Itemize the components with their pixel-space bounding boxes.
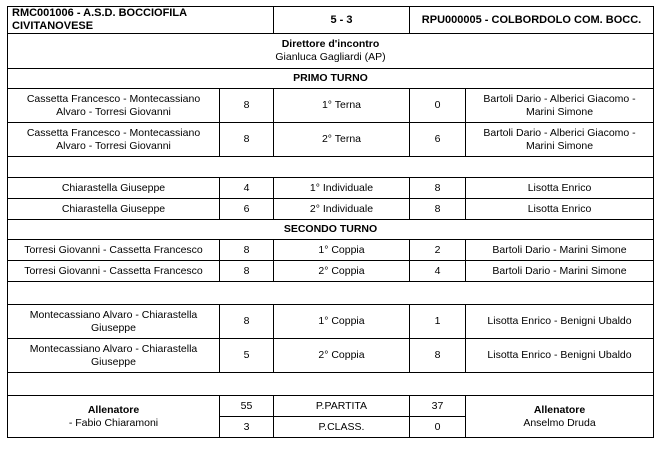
home-score: 6 <box>220 199 274 220</box>
away-score: 1 <box>410 305 466 339</box>
home-score: 5 <box>220 339 274 373</box>
game-type: 1° Individuale <box>274 178 410 199</box>
away-coach-label: Allenatore <box>533 403 586 416</box>
away-coach-name: Anselmo Druda <box>523 416 596 429</box>
away-score: 6 <box>410 123 466 157</box>
match-report-table <box>7 6 654 438</box>
home-players: Cassetta Francesco - Montecassiano Alvaro - Torresi Giovanni <box>8 123 220 157</box>
home-score: 8 <box>220 240 274 261</box>
spacer-row <box>8 282 654 305</box>
away-players: Bartoli Dario - Alberici Giacomo - Marini Simone <box>466 89 654 123</box>
director-name: Gianluca Gagliardi (AP) <box>275 51 386 63</box>
game-type: 1° Coppia <box>274 305 410 339</box>
away-players: Bartoli Dario - Marini Simone <box>466 240 654 261</box>
section-title-second-turn: SECONDO TURNO <box>8 220 654 240</box>
game-type: 1° Coppia <box>274 240 410 261</box>
match-report <box>7 6 654 438</box>
away-players: Bartoli Dario - Alberici Giacomo - Marini Simone <box>466 123 654 157</box>
away-players: Lisotta Enrico <box>466 178 654 199</box>
director-cell <box>8 34 654 69</box>
home-coach-label: Allenatore <box>87 403 140 416</box>
game-type: 2° Coppia <box>274 339 410 373</box>
home-coach <box>8 396 220 438</box>
home-score: 8 <box>220 305 274 339</box>
home-score: 8 <box>220 89 274 123</box>
class-home: 3 <box>220 417 274 438</box>
spacer-cell <box>8 157 654 178</box>
spacer-cell <box>8 373 654 396</box>
home-team-code: RMC001006 - A.S.D. BOCCIOFILA CIVITANOVESE <box>8 7 274 34</box>
partita-label: P.PARTITA <box>274 396 410 417</box>
away-score: 2 <box>410 240 466 261</box>
away-players: Lisotta Enrico - Benigni Ubaldo <box>466 339 654 373</box>
home-players: Montecassiano Alvaro - Chiarastella Giuseppe <box>8 305 220 339</box>
home-score: 8 <box>220 123 274 157</box>
away-score: 8 <box>410 178 466 199</box>
game-type: 2° Coppia <box>274 261 410 282</box>
home-players: Torresi Giovanni - Cassetta Francesco <box>8 261 220 282</box>
away-team-code: RPU000005 - COLBORDOLO COM. BOCC. <box>410 7 654 34</box>
away-score: 0 <box>410 89 466 123</box>
table-row <box>8 339 654 373</box>
section-row-first <box>8 69 654 89</box>
home-players: Chiarastella Giuseppe <box>8 199 220 220</box>
partita-away: 37 <box>410 396 466 417</box>
home-coach-name: - Fabio Chiaramoni <box>68 416 159 429</box>
match-score: 5 - 3 <box>274 7 410 34</box>
away-score: 8 <box>410 339 466 373</box>
away-players: Lisotta Enrico - Benigni Ubaldo <box>466 305 654 339</box>
table-row <box>8 123 654 157</box>
director-title: Direttore d'incontro <box>281 38 380 50</box>
director-row <box>8 34 654 69</box>
home-players: Cassetta Francesco - Montecassiano Alvaro - Torresi Giovanni <box>8 89 220 123</box>
game-type: 2° Individuale <box>274 199 410 220</box>
table-row <box>8 178 654 199</box>
home-score: 4 <box>220 178 274 199</box>
class-away: 0 <box>410 417 466 438</box>
game-type: 2° Terna <box>274 123 410 157</box>
game-type: 1° Terna <box>274 89 410 123</box>
table-row <box>8 305 654 339</box>
class-label: P.CLASS. <box>274 417 410 438</box>
spacer-row <box>8 373 654 396</box>
table-row <box>8 240 654 261</box>
partita-home: 55 <box>220 396 274 417</box>
away-players: Lisotta Enrico <box>466 199 654 220</box>
section-row-second <box>8 220 654 240</box>
spacer-row <box>8 157 654 178</box>
match-header-row <box>8 7 654 34</box>
table-row <box>8 261 654 282</box>
home-players: Torresi Giovanni - Cassetta Francesco <box>8 240 220 261</box>
away-score: 8 <box>410 199 466 220</box>
home-score: 8 <box>220 261 274 282</box>
home-players: Chiarastella Giuseppe <box>8 178 220 199</box>
home-players: Montecassiano Alvaro - Chiarastella Giuseppe <box>8 339 220 373</box>
away-players: Bartoli Dario - Marini Simone <box>466 261 654 282</box>
spacer-cell <box>8 282 654 305</box>
table-row <box>8 199 654 220</box>
away-score: 4 <box>410 261 466 282</box>
section-title-first-turn: PRIMO TURNO <box>8 69 654 89</box>
footer-row-partita <box>8 396 654 417</box>
away-coach <box>466 396 654 438</box>
table-row <box>8 89 654 123</box>
